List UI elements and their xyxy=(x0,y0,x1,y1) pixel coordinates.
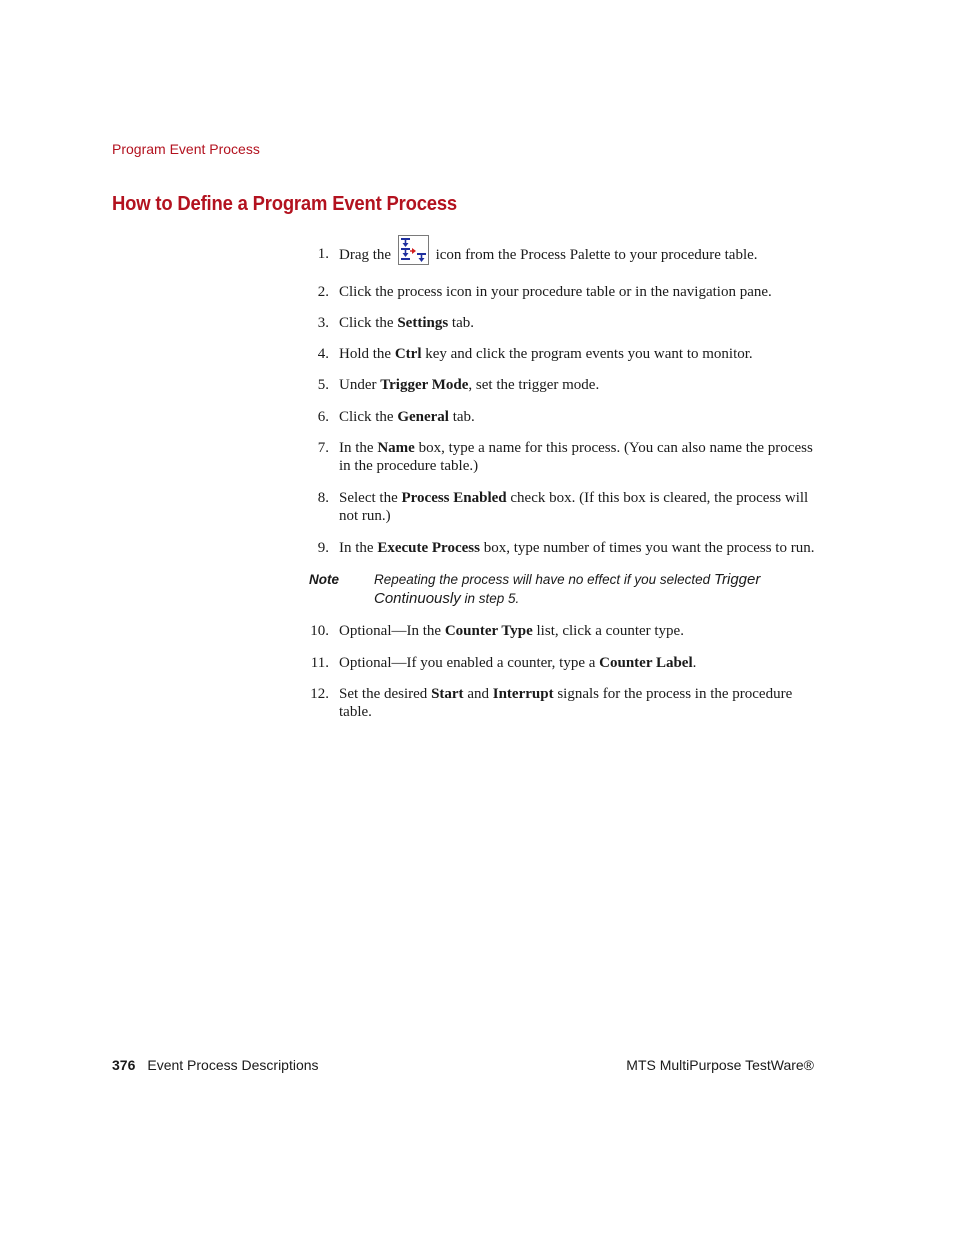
step-number: 12. xyxy=(310,686,329,702)
step-text xyxy=(339,655,696,671)
section-title: How to Define a Program Event Process xyxy=(112,192,458,215)
step-text-pre: Drag the xyxy=(339,247,392,264)
step-text xyxy=(339,346,753,362)
step-text-part: box, type number of times you want the process to run. xyxy=(479,540,815,556)
step-text-part: tab. xyxy=(448,315,474,331)
step-text-part: list, click a counter type. xyxy=(532,623,684,639)
step-text xyxy=(339,686,792,720)
step-5 xyxy=(300,376,820,394)
step-text xyxy=(339,247,758,263)
step-2 xyxy=(300,283,820,301)
step-text-part: Click the xyxy=(339,409,398,425)
step-text-bold: Settings xyxy=(397,315,449,331)
step-text-bold: Start xyxy=(431,686,464,702)
step-text-bold: Counter Label xyxy=(599,655,693,671)
step-text-part: In the xyxy=(339,540,378,556)
page-number: 376 xyxy=(112,1057,136,1073)
step-text xyxy=(339,409,475,425)
step-text: Click the process icon in your procedure table or in the navigation pane. xyxy=(339,284,772,300)
running-head: Program Event Process xyxy=(112,141,260,157)
step-number: 3. xyxy=(317,315,329,331)
step-number: 2. xyxy=(317,284,329,300)
step-text xyxy=(339,490,808,524)
step-text xyxy=(339,377,599,393)
footer-chapter: Event Process Descriptions xyxy=(147,1057,319,1073)
step-number: 4. xyxy=(317,346,329,362)
step-text-bold: Counter Type xyxy=(444,623,533,639)
step-text-bold: Execute Process xyxy=(377,540,480,556)
footer-left xyxy=(112,1057,319,1073)
step-text-bold: Process Enabled xyxy=(401,490,507,506)
program-event-process-icon xyxy=(398,235,429,265)
step-text-part: , set the trigger mode. xyxy=(468,377,600,393)
step-text xyxy=(339,440,813,474)
step-number: 5. xyxy=(317,377,329,393)
step-11 xyxy=(300,654,820,672)
step-number: 8. xyxy=(317,490,329,506)
step-6 xyxy=(300,408,820,426)
step-text xyxy=(339,315,474,331)
step-text-part: Optional—If you enabled a counter, type a xyxy=(339,655,600,671)
step-text-part: . xyxy=(692,655,697,671)
step-number: 6. xyxy=(317,409,329,425)
step-12 xyxy=(300,685,820,721)
note-label: Note xyxy=(309,572,339,587)
step-text-post: icon from the Process Palette to your procedure table. xyxy=(435,247,758,264)
step-text-part: signals for the process in the procedure table. xyxy=(339,686,793,720)
step-text-part: tab. xyxy=(448,409,475,425)
note-text xyxy=(374,572,760,606)
step-text-part: Click the xyxy=(339,315,398,331)
step-number: 11. xyxy=(310,655,329,671)
step-10 xyxy=(300,622,820,640)
step-text-part: In the xyxy=(339,440,378,456)
step-text-part: Optional—In the xyxy=(339,623,445,639)
step-text-part: key and click the program events you want to monitor. xyxy=(421,346,753,362)
step-3 xyxy=(300,314,820,332)
step-text-part: Hold the xyxy=(339,346,395,362)
step-text-part: check box. (If this box is cleared, the process will not run.) xyxy=(339,490,809,524)
step-number: 9. xyxy=(317,540,329,556)
note-emphasis: Trigger Continuously xyxy=(374,571,761,607)
step-text-part: Set the desired xyxy=(339,686,432,702)
step-8 xyxy=(300,489,820,525)
step-number: 10. xyxy=(310,623,329,639)
step-text xyxy=(339,540,814,556)
step-text-part: Under xyxy=(339,377,381,393)
step-text-bold: General xyxy=(397,409,449,425)
step-text xyxy=(339,623,684,639)
step-7 xyxy=(300,439,820,475)
step-text-part: Select the xyxy=(339,490,402,506)
step-number: 7. xyxy=(317,440,329,456)
step-text-part: and xyxy=(463,686,493,702)
step-text-bold: Interrupt xyxy=(492,686,554,702)
footer-product: MTS MultiPurpose TestWare® xyxy=(626,1057,814,1073)
step-text-bold: Ctrl xyxy=(394,346,422,362)
note xyxy=(309,570,820,608)
step-number: 1. xyxy=(317,246,329,262)
note-text-part: in step 5. xyxy=(460,591,520,606)
note-text-part: Repeating the process will have no effect if you selected xyxy=(374,572,714,587)
step-4 xyxy=(300,345,820,363)
step-text-bold: Name xyxy=(377,440,415,456)
step-text-bold: Trigger Mode xyxy=(380,377,469,393)
step-1 xyxy=(300,238,820,274)
procedure-steps xyxy=(300,238,820,721)
step-9 xyxy=(300,539,820,557)
step-text-part: box, type a name for this process. (You can also name the process in the procedure table.) xyxy=(339,440,813,474)
